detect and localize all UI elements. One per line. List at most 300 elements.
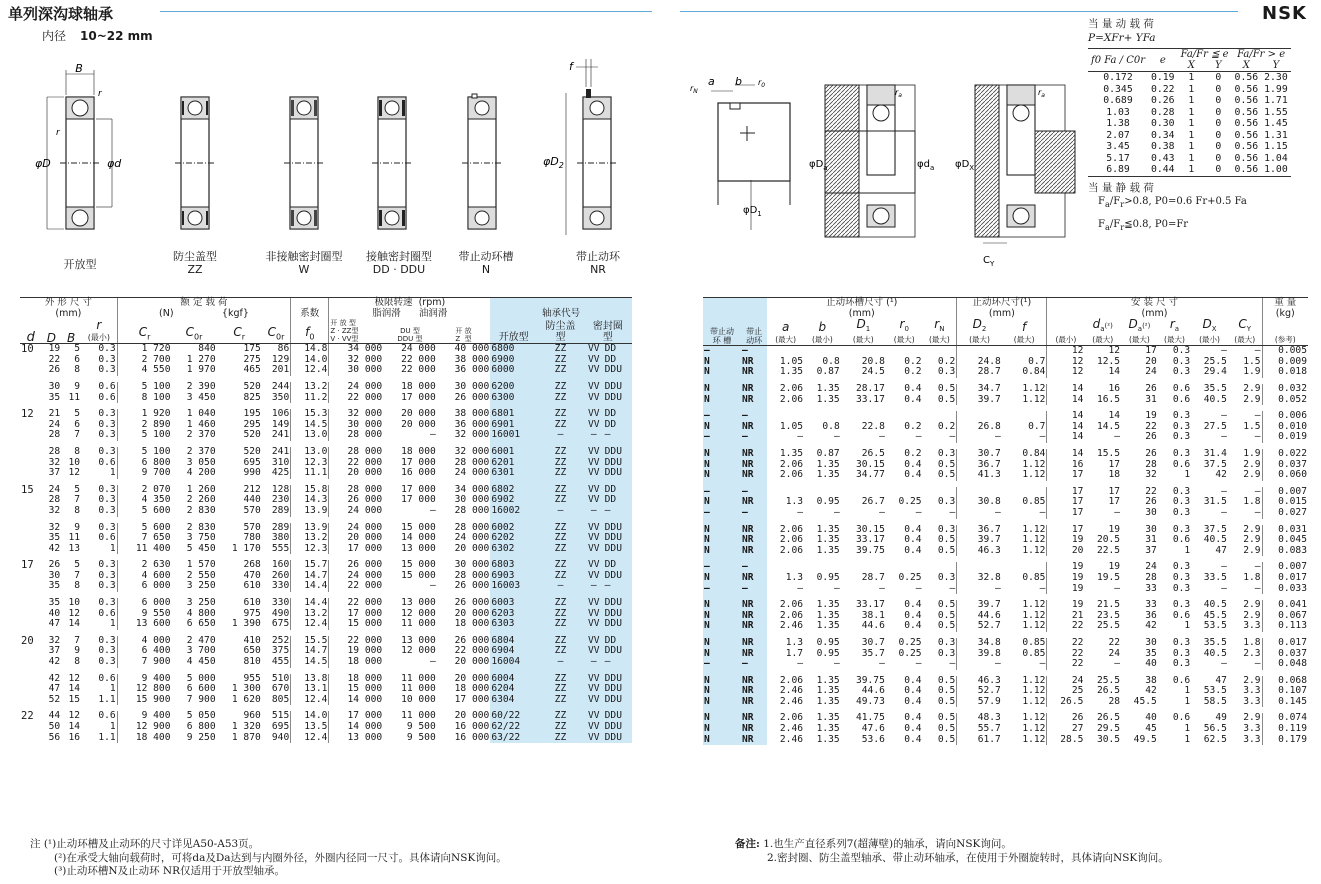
- table-cell: ZZ: [537, 598, 584, 609]
- table-cell: —: [833, 582, 840, 594]
- table-cell: 5: [74, 559, 81, 571]
- table-cell: 5: [74, 483, 81, 495]
- table-cell: 19.5: [1096, 571, 1121, 583]
- table-cell: 37: [48, 467, 61, 479]
- table-cell: 260: [271, 569, 290, 581]
- table-cell: 32: [48, 504, 61, 516]
- table-cell: 21: [1047, 611, 1084, 622]
- table-cell: 6304: [490, 695, 537, 706]
- table-cell: —: [797, 658, 804, 670]
- table-cell: —: [1039, 582, 1046, 594]
- table-cell: ZZ: [537, 447, 584, 458]
- table-cell: ZZ: [537, 382, 584, 393]
- table-cell: 26: [1145, 448, 1157, 460]
- table-cell: 1 170: [231, 542, 261, 554]
- table-cell: DD: [604, 485, 632, 496]
- table-cell: 30.7: [861, 636, 885, 648]
- table-cell: 14.8: [291, 344, 329, 355]
- table-cell: VV: [584, 355, 604, 366]
- table-cell: 1.35: [816, 383, 840, 395]
- table-cell: 11 400: [117, 544, 171, 555]
- table-cell: 22 000: [454, 645, 490, 657]
- table-cell: ZZ: [537, 674, 584, 685]
- bore-d-cell: [20, 355, 41, 366]
- table-row: [703, 432, 1308, 443]
- table-cell: 42: [48, 542, 61, 554]
- table-cell: DDU: [604, 619, 632, 630]
- caption-nr: 带止动环 NR: [576, 250, 620, 276]
- table-cell: N: [703, 735, 741, 746]
- table-cell: 52.7: [957, 621, 1002, 632]
- table-cell: VV: [584, 560, 604, 571]
- table-cell: 160: [271, 559, 290, 571]
- hdr-with-ring: 带止 动环: [741, 319, 767, 346]
- factor-cell: 1: [1188, 129, 1195, 141]
- table-cell: —: [957, 432, 1002, 443]
- table-cell: 20 000: [454, 710, 490, 722]
- table-cell: ZZ: [537, 409, 584, 420]
- table-cell: 2 830: [186, 521, 216, 533]
- table-cell: 35.5: [1203, 383, 1227, 395]
- table-cell: —: [879, 658, 885, 670]
- table-cell: 6 400: [117, 646, 171, 657]
- table-cell: —: [1254, 658, 1261, 670]
- table-cell: 9 400: [117, 711, 171, 722]
- table-cell: 11.2: [291, 393, 329, 404]
- table-cell: 13 600: [117, 619, 171, 630]
- table-cell: DD: [604, 636, 632, 647]
- table-cell: ZZ: [537, 355, 584, 366]
- hdr-da-min: (最小): [1047, 319, 1084, 346]
- table-cell: 11 000: [401, 710, 436, 722]
- table-cell: 0.3: [937, 366, 956, 378]
- table-cell: N: [703, 649, 741, 660]
- table-cell: 1.35: [816, 620, 840, 632]
- factor-cell: 0: [1215, 72, 1222, 83]
- table-cell: 12 000: [401, 607, 436, 619]
- table-cell: 0.027: [1262, 508, 1308, 519]
- table-cell: 0.25: [898, 571, 922, 583]
- table-cell: 0.3: [1172, 582, 1191, 594]
- bore-d-cell: [20, 382, 41, 393]
- table-cell: ZZ: [537, 560, 584, 571]
- table-cell: 2 260: [186, 494, 216, 506]
- table-cell: 0.3: [98, 569, 116, 581]
- table-row: [703, 395, 1308, 406]
- table-cell: NR: [741, 649, 767, 660]
- factor-cell: 0.34: [1150, 129, 1175, 141]
- table-cell: N: [703, 573, 741, 584]
- caption-w: 非接触密封圈型 W: [265, 250, 343, 276]
- table-cell: 3 700: [186, 645, 216, 657]
- table-cell: 22: [1047, 638, 1084, 649]
- table-cell: 1.3: [785, 636, 804, 648]
- table-cell: 0.3: [98, 521, 116, 533]
- table-cell: 0.4: [904, 383, 922, 395]
- table-cell: N: [703, 724, 741, 735]
- table-cell: 29.4: [1203, 366, 1227, 378]
- table-cell: 45.5: [1203, 609, 1227, 621]
- table-cell: —: [1221, 561, 1227, 573]
- table-cell: NR: [741, 697, 767, 708]
- table-cell: 6000: [490, 365, 537, 376]
- left-note-3: (³)止动环槽N及止动环 NR仅适用于开放型轴承。: [54, 865, 286, 877]
- table-cell: —: [429, 656, 436, 668]
- table-cell: 6002: [490, 523, 537, 534]
- table-row: [703, 649, 1308, 660]
- right-notes-label: 备注:: [735, 838, 760, 850]
- table-cell: 2 390: [186, 380, 216, 392]
- table-cell: 6803: [490, 560, 537, 571]
- caption-n: 带止动环槽 N: [458, 250, 514, 276]
- table-cell: NR: [741, 460, 767, 471]
- table-cell: 31.5: [1203, 496, 1227, 508]
- table-cell: 26.5: [1096, 712, 1121, 724]
- table-cell: 6: [74, 418, 81, 430]
- table-cell: 0.3: [98, 656, 116, 668]
- table-cell: 3.3: [1243, 723, 1261, 735]
- table-cell: 20 000: [454, 672, 490, 684]
- table-cell: 1 570: [186, 559, 216, 571]
- table-cell: 0.3: [1172, 658, 1191, 670]
- table-cell: 1.12: [1022, 544, 1046, 556]
- table-cell: 14.3: [291, 495, 329, 506]
- table-cell: VV: [584, 447, 604, 458]
- table-cell: —: [949, 506, 956, 518]
- table-cell: 2.9: [1243, 674, 1261, 686]
- table-cell: 0.6: [98, 456, 116, 468]
- table-cell: 2 370: [186, 429, 216, 441]
- table-cell: 14.0: [291, 711, 329, 722]
- table-cell: 20 000: [454, 607, 490, 619]
- table-cell: 19: [1145, 410, 1157, 422]
- table-cell: —: [703, 659, 741, 670]
- factor-cell: 1.99: [1264, 83, 1288, 95]
- table-cell: 11: [68, 532, 81, 544]
- factor-cell: 1: [1188, 152, 1195, 164]
- table-cell: 2 830: [186, 504, 216, 516]
- table-cell: 3 750: [186, 532, 216, 544]
- table-cell: 15 900: [117, 695, 171, 706]
- dim-d-label: φd: [107, 157, 122, 170]
- table-cell: 28.7: [861, 571, 885, 583]
- table-cell: 129: [271, 353, 290, 365]
- table-cell: —: [703, 432, 741, 443]
- factor-cell: 0.56: [1234, 164, 1259, 175]
- table-cell: 275: [243, 353, 261, 365]
- bore-d-cell: [20, 684, 41, 695]
- table-cell: —: [584, 506, 604, 517]
- table-cell: 3.3: [1243, 620, 1261, 632]
- dim-a-label: a: [708, 75, 715, 88]
- table-cell: 0.3: [98, 645, 116, 657]
- table-cell: 2 630: [117, 560, 171, 571]
- table-cell: 0.3: [937, 496, 956, 508]
- table-cell: 17: [1047, 470, 1084, 481]
- hdr-rated-load: 额 定 载 荷 (N) {kgf}: [117, 298, 291, 320]
- table-cell: 0.87: [816, 448, 840, 460]
- table-cell: 0.4: [904, 523, 922, 535]
- table-cell: 7: [74, 569, 81, 581]
- table-cell: 34.8: [957, 638, 1002, 649]
- table-cell: ZZ: [537, 533, 584, 544]
- table-cell: 9 550: [117, 609, 171, 620]
- table-cell: 12: [1047, 346, 1084, 357]
- table-cell: 650: [243, 645, 261, 657]
- col-y2: Y: [1261, 60, 1291, 72]
- table-cell: 0.5: [937, 469, 956, 481]
- table-cell: 13 000: [401, 542, 436, 554]
- table-cell: 37.5: [1203, 523, 1227, 535]
- table-cell: —: [741, 411, 767, 422]
- table-cell: —: [703, 411, 741, 422]
- table-cell: 14: [68, 683, 81, 695]
- col-x1: X: [1178, 60, 1206, 72]
- table-cell: —: [949, 582, 956, 594]
- table-cell: 0.3: [98, 634, 116, 646]
- table-cell: 2.9: [1243, 599, 1261, 611]
- table-cell: 14.0: [291, 355, 329, 366]
- table-cell: NR: [741, 367, 767, 378]
- table-cell: 19: [1108, 561, 1121, 573]
- table-cell: 26: [1145, 496, 1157, 508]
- factor-row: [1088, 72, 1291, 84]
- table-cell: 15.5: [1096, 448, 1121, 460]
- table-cell: 14: [1047, 411, 1084, 422]
- table-row: [703, 697, 1308, 708]
- table-cell: 6 000: [117, 598, 171, 609]
- table-cell: 0.037: [1262, 649, 1308, 660]
- table-cell: 14.5: [291, 657, 329, 668]
- table-cell: NR: [741, 638, 767, 649]
- table-cell: —: [1254, 561, 1261, 573]
- table-cell: 31: [1145, 534, 1157, 546]
- table-cell: 16 000: [454, 731, 490, 743]
- table-cell: 41.75: [855, 712, 885, 724]
- table-row: [20, 657, 632, 668]
- table-cell: 20 000: [454, 542, 490, 554]
- table-cell: VV: [584, 571, 604, 582]
- table-cell: 28: [1145, 571, 1157, 583]
- factor-cell: 0: [1215, 152, 1222, 164]
- table-cell: 10: [68, 597, 81, 609]
- table-cell: DDU: [604, 609, 632, 620]
- table-cell: 0.045: [1262, 535, 1308, 546]
- hdr-f: f (最大): [1002, 319, 1047, 346]
- table-cell: DDU: [604, 458, 632, 469]
- table-cell: 39.75: [855, 674, 885, 686]
- table-cell: 0.6: [1172, 609, 1191, 621]
- bore-d-cell: [20, 609, 41, 620]
- factor-cell: 1: [1188, 106, 1195, 118]
- table-cell: 1.35: [816, 712, 840, 724]
- table-cell: 17 000: [401, 391, 436, 403]
- factor-cell: 1.55: [1264, 106, 1288, 118]
- table-cell: 175: [243, 343, 261, 355]
- table-cell: 19: [1047, 573, 1084, 584]
- table-cell: 11.1: [291, 468, 329, 479]
- table-cell: ZZ: [537, 619, 584, 630]
- hdr-D: D: [41, 319, 61, 344]
- table-cell: —: [703, 562, 741, 573]
- table-cell: 9 700: [117, 468, 171, 479]
- factor-cell: 0.56: [1234, 141, 1259, 152]
- table-cell: 22: [1047, 649, 1084, 660]
- table-cell: 25.5: [1096, 620, 1121, 632]
- table-cell: 1: [109, 683, 116, 695]
- table-cell: N: [703, 546, 741, 557]
- table-cell: 0.3: [98, 504, 116, 516]
- table-cell: 0.3: [937, 647, 956, 659]
- table-cell: 8: [74, 504, 81, 516]
- table-cell: 12.4: [291, 733, 329, 744]
- table-cell: 6303: [490, 619, 537, 630]
- table-cell: 20 000: [329, 468, 383, 479]
- table-cell: NR: [741, 546, 767, 557]
- factor-cell: 0.345: [1103, 83, 1133, 95]
- table-cell: 14.4: [291, 598, 329, 609]
- table-cell: 35: [48, 580, 61, 592]
- table-cell: 30: [48, 380, 61, 392]
- table-cell: 23.5: [1096, 609, 1121, 621]
- dim-r0-label: $r_0$: [758, 78, 766, 89]
- table-cell: 0.074: [1262, 713, 1308, 724]
- load-factor-table: [1088, 48, 1291, 177]
- table-cell: 2.9: [1243, 383, 1261, 395]
- table-cell: 15 000: [401, 521, 436, 533]
- factor-cell: 0: [1215, 83, 1222, 95]
- table-cell: 0.033: [1262, 584, 1308, 595]
- table-cell: 26 000: [329, 560, 383, 571]
- table-cell: 520: [243, 429, 261, 441]
- table-cell: 20: [1145, 355, 1157, 367]
- table-cell: 5 050: [186, 710, 216, 722]
- factor-row: [1088, 107, 1291, 119]
- table-cell: 4 000: [117, 636, 171, 647]
- table-cell: 26.5: [1047, 697, 1084, 708]
- table-cell: DD: [604, 495, 632, 506]
- table-cell: ZZ: [537, 485, 584, 496]
- table-cell: 63/22: [490, 733, 537, 744]
- hdr-shield: 防尘盖 型: [537, 319, 584, 344]
- table-cell: 19 000: [329, 646, 383, 657]
- factor-cell: 1.15: [1264, 141, 1288, 152]
- table-cell: 16: [1108, 383, 1121, 395]
- table-cell: 24 000: [329, 571, 383, 582]
- table-row: [20, 581, 632, 592]
- table-cell: 805: [271, 693, 290, 705]
- bore-d-cell: [20, 598, 41, 609]
- table-cell: —: [1114, 506, 1121, 518]
- table-cell: 34.77: [855, 469, 885, 481]
- table-cell: —: [604, 430, 632, 441]
- factor-cell: 0.172: [1103, 72, 1133, 83]
- table-cell: 6004: [490, 674, 537, 685]
- table-cell: 17 000: [329, 711, 383, 722]
- table-cell: 28 000: [454, 569, 490, 581]
- table-cell: 1.1: [98, 693, 116, 705]
- right-spec-table: [703, 297, 1308, 745]
- table-cell: —: [1114, 431, 1121, 443]
- table-cell: 22 000: [401, 364, 436, 376]
- table-cell: 25: [1047, 686, 1084, 697]
- table-cell: 38.1: [861, 609, 885, 621]
- table-cell: 5 600: [117, 523, 171, 534]
- table-cell: 24: [1145, 561, 1157, 573]
- bore-d-cell: [20, 674, 41, 685]
- factor-row: [1088, 141, 1291, 153]
- table-row: [703, 659, 1308, 670]
- table-cell: 8: [74, 580, 81, 592]
- table-cell: 670: [271, 683, 290, 695]
- table-cell: 30 000: [454, 380, 490, 392]
- table-cell: 0.25: [898, 636, 922, 648]
- table-cell: 52.7: [957, 686, 1002, 697]
- static-load-title: 当 量 静 载 荷: [1088, 181, 1154, 194]
- table-cell: 27.5: [1203, 420, 1227, 432]
- dim-f-label: f: [569, 60, 573, 73]
- table-cell: 62/22: [490, 722, 537, 733]
- page-title: 单列深沟球轴承: [8, 5, 114, 23]
- table-cell: 6204: [490, 684, 537, 695]
- table-cell: 1.8: [1243, 496, 1261, 508]
- bore-d-cell: [20, 430, 41, 441]
- table-cell: 34 000: [454, 483, 490, 495]
- table-cell: 20.8: [861, 355, 885, 367]
- table-cell: —: [957, 508, 1002, 519]
- table-cell: 17: [1047, 525, 1084, 536]
- table-cell: —: [1254, 410, 1261, 422]
- table-cell: 10: [68, 456, 81, 468]
- nr-type-drawing: [543, 59, 617, 235]
- hdr-a: a (最大): [767, 319, 804, 346]
- table-cell: 17: [1047, 497, 1084, 508]
- table-cell: 0.009: [1262, 357, 1308, 368]
- table-cell: 201: [271, 364, 290, 376]
- mounting-drawing-2: [955, 85, 1075, 268]
- table-cell: —: [1114, 658, 1121, 670]
- table-cell: 1.35: [816, 733, 840, 745]
- table-cell: 14: [1108, 410, 1121, 422]
- table-cell: 295: [243, 418, 261, 430]
- table-cell: 13.2: [291, 382, 329, 393]
- table-cell: 14: [1047, 384, 1084, 395]
- table-cell: 0.3: [98, 483, 116, 495]
- table-cell: 2 370: [186, 445, 216, 457]
- table-cell: 6301: [490, 468, 537, 479]
- table-cell: 2 070: [117, 485, 171, 496]
- table-cell: 0.95: [816, 571, 840, 583]
- table-cell: 1.3: [785, 571, 804, 583]
- table-cell: N: [703, 686, 741, 697]
- table-cell: 26: [1145, 383, 1157, 395]
- table-cell: 26 000: [454, 580, 490, 592]
- table-cell: 19: [1047, 584, 1084, 595]
- table-cell: 6: [74, 353, 81, 365]
- groove-detail-drawing: [690, 75, 790, 230]
- table-cell: 40: [48, 607, 61, 619]
- table-cell: 22: [1108, 636, 1121, 648]
- table-cell: 32.8: [957, 573, 1002, 584]
- table-cell: 26: [48, 559, 61, 571]
- table-cell: 6900: [490, 355, 537, 366]
- bore-d-cell: [20, 581, 41, 592]
- table-cell: 0.6: [98, 391, 116, 403]
- table-cell: 0.6: [98, 672, 116, 684]
- table-cell: 2 700: [117, 355, 171, 366]
- table-cell: 3.3: [1243, 685, 1261, 697]
- table-cell: 0.3: [1172, 485, 1191, 497]
